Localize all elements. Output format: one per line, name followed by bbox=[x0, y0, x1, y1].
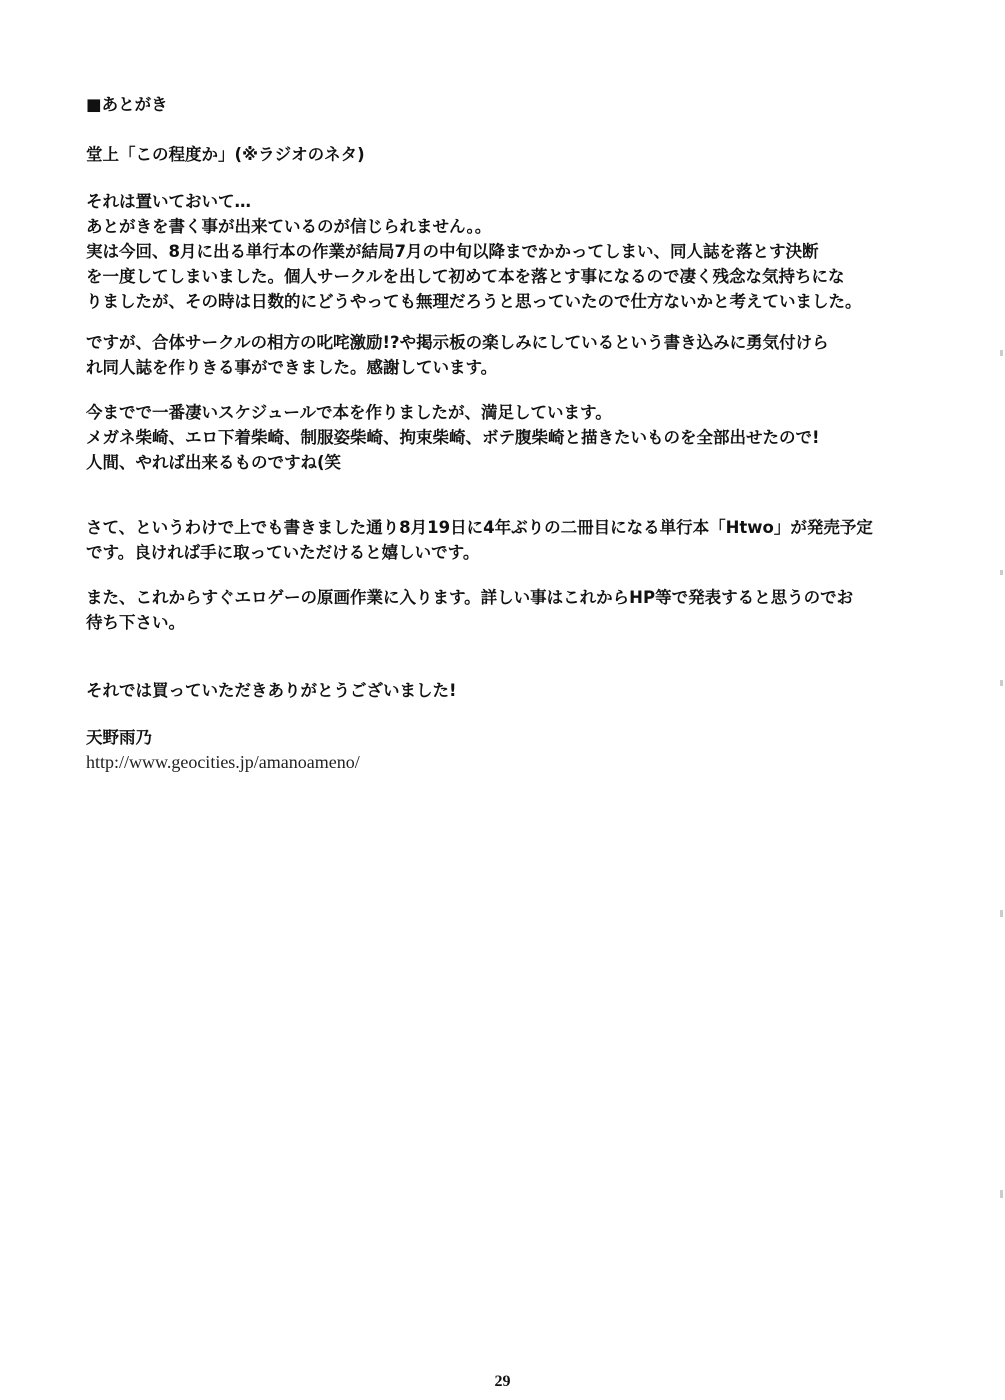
text-line: メガネ柴崎、エロ下着柴崎、制服姿柴崎、拘束柴崎、ボテ腹柴崎と描きたいものを全部出せたので! bbox=[86, 428, 820, 447]
text-line: を一度してしまいました。個人サークルを出して初めて本を落とす事になるので凄く残念な気持ちにな bbox=[86, 267, 845, 286]
text-line: です。良ければ手に取っていただけると嬉しいです。 bbox=[86, 543, 480, 562]
paragraph-2 bbox=[86, 189, 936, 314]
text-line: また、これからすぐエロゲーの原画作業に入ります。詳しい事はこれからHP等で発表すると思うのでお bbox=[86, 588, 854, 607]
paragraph-5 bbox=[86, 515, 936, 565]
paragraph-4 bbox=[86, 400, 936, 475]
scan-artifact bbox=[1000, 910, 1003, 917]
afterword-heading bbox=[86, 92, 936, 117]
scan-artifact bbox=[1000, 350, 1003, 356]
text-line: それでは買っていただきありがとうございました! bbox=[86, 681, 457, 700]
scan-artifact bbox=[1000, 680, 1003, 686]
page-number: 29 bbox=[494, 1373, 511, 1390]
text-line: ですが、合体サークルの相方の叱咤激励!?や掲示板の楽しみにしているという書き込みに勇気付けら bbox=[86, 333, 829, 352]
text-line: 人間、やれば出来るものですね(笑 bbox=[86, 453, 342, 472]
text-line: さて、というわけで上でも書きました通り8月19日に4年ぶりの二冊目になる単行本「Htwo」が発売予定 bbox=[86, 518, 873, 537]
scan-artifact bbox=[1000, 570, 1003, 575]
paragraph-7 bbox=[86, 678, 936, 703]
paragraph-1 bbox=[86, 142, 936, 167]
text-line: りましたが、その時は日数的にどうやっても無理だろうと思っていたので仕方ないかと考えていました。 bbox=[86, 292, 862, 311]
author-name bbox=[86, 725, 936, 750]
paragraph-6 bbox=[86, 585, 936, 635]
text-line: 待ち下さい。 bbox=[86, 613, 185, 632]
text-line: れ同人誌を作りきる事ができました。感謝しています。 bbox=[86, 358, 498, 377]
text-line: あとがきを書く事が出来ているのが信じられません。。 bbox=[86, 217, 492, 236]
text-line: 実は今回、8月に出る単行本の作業が結局7月の中旬以降までかかってしまい、同人誌を落とす決断 bbox=[86, 242, 819, 261]
text-line: 今までで一番凄いスケジュールで本を作りましたが、満足しています。 bbox=[86, 403, 612, 422]
paragraph-3 bbox=[86, 330, 936, 380]
author-url: http://www.geocities.jp/amanoameno/ bbox=[86, 752, 360, 772]
text-line: それは置いておいて… bbox=[86, 192, 251, 211]
author-line: 天野雨乃 bbox=[86, 728, 152, 747]
text-line: 堂上「この程度か」(※ラジオのネタ) bbox=[86, 145, 365, 164]
heading-line: ■あとがき bbox=[86, 95, 168, 114]
scan-artifact bbox=[1000, 1190, 1003, 1198]
